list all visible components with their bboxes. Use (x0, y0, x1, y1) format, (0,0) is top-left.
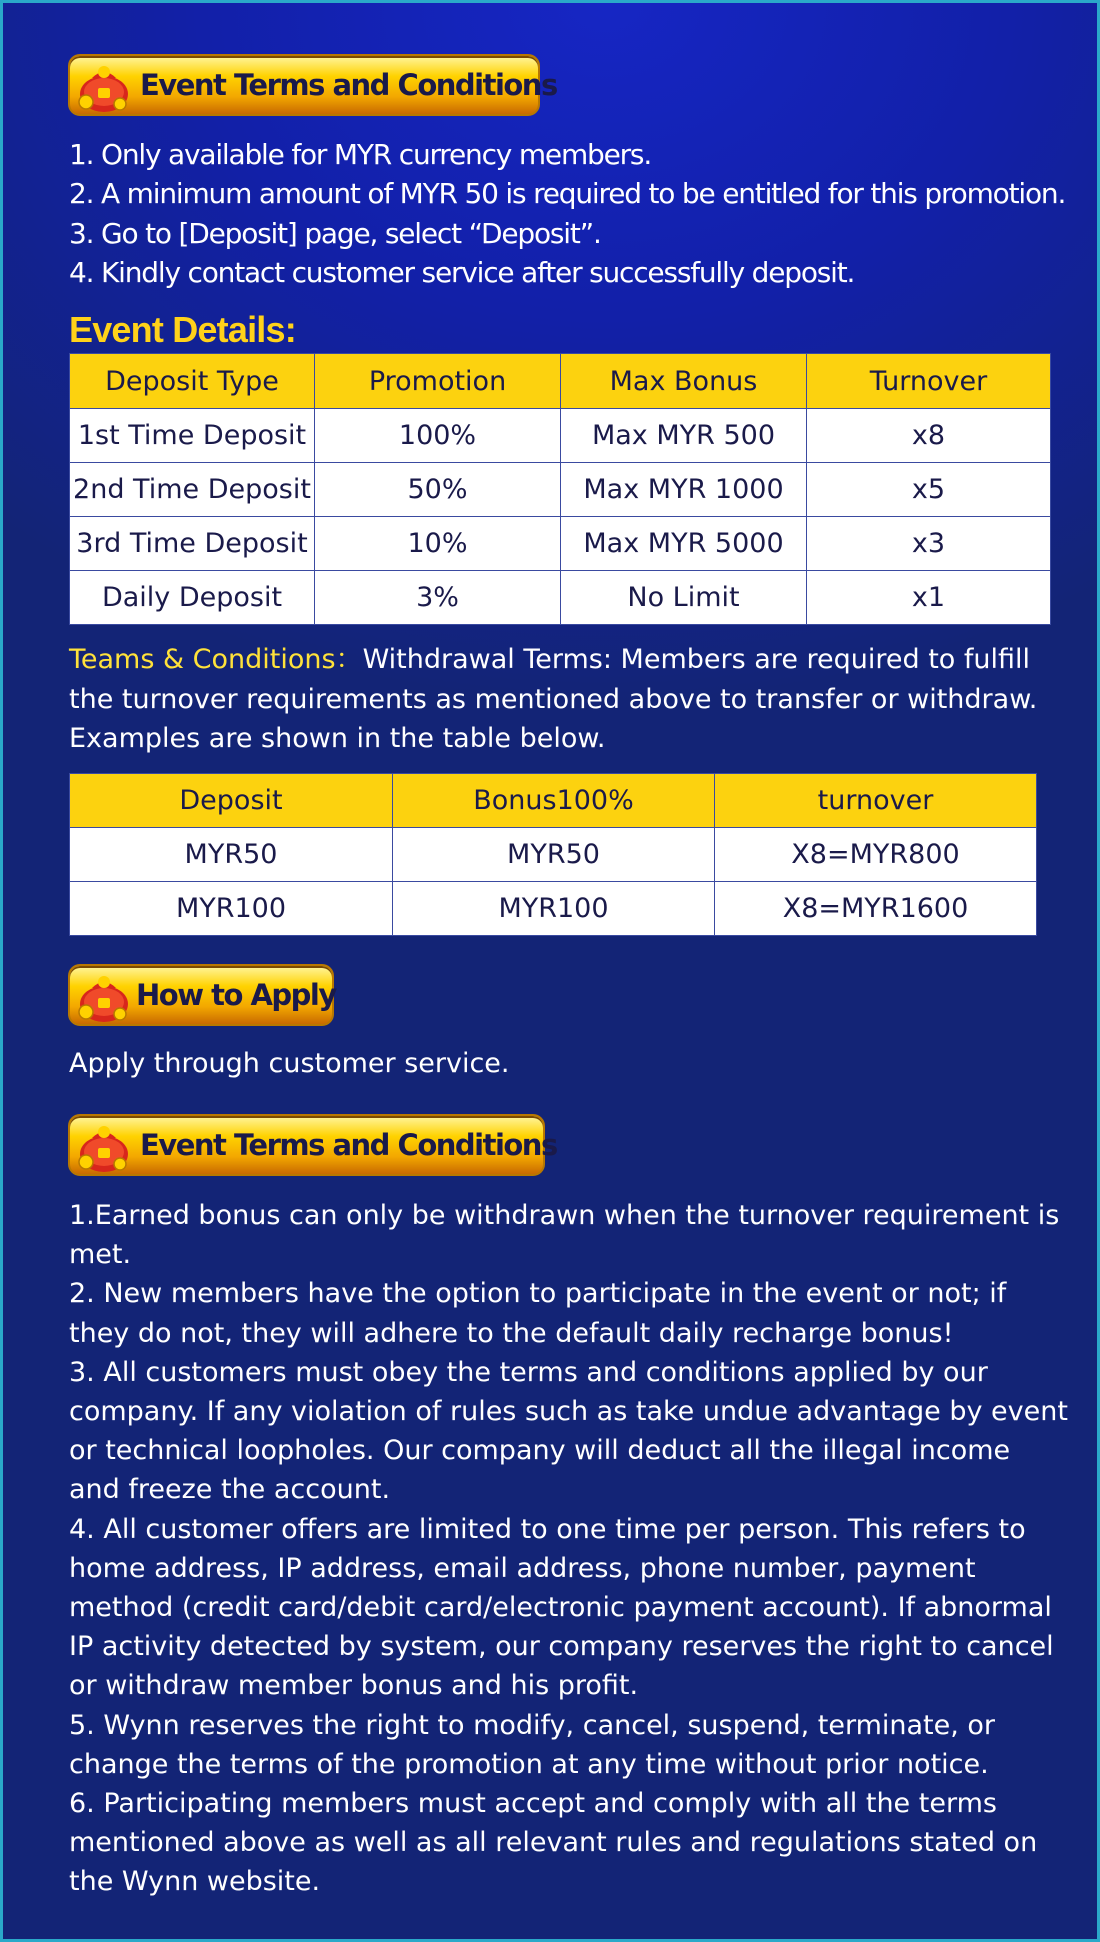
table-cell: 100% (315, 409, 561, 463)
table-cell: MYR100 (70, 882, 393, 936)
term-line: method (credit card/debit card/electronic payment account). If abnormal (69, 1592, 1052, 1624)
table-cell: 10% (315, 517, 561, 571)
event-terms-badge (68, 54, 557, 116)
table-cell: Max MYR 5000 (561, 517, 807, 571)
example-table (69, 773, 1037, 936)
term-line: 3. All customers must obey the terms and conditions applied by our (69, 1356, 988, 1388)
term-line: 4. Kindly contact customer service after successfully deposit. (69, 255, 855, 289)
table-cell: x5 (807, 463, 1051, 517)
teams-line: the turnover requirements as mentioned above to transfer or withdraw. (69, 683, 1038, 715)
term-line: 2. New members have the option to participate in the event or not; if (69, 1278, 1007, 1310)
table-cell: 2nd Time Deposit (70, 463, 315, 517)
money-bag-icon (72, 1118, 136, 1174)
term-line: mentioned above as well as all relevant rules and regulations stated on (69, 1827, 1038, 1859)
event-terms-badge-2 (68, 1114, 557, 1176)
table-cell: Max MYR 1000 (561, 463, 807, 517)
table-cell: 50% (315, 463, 561, 517)
term-line: they do not, they will adhere to the default daily recharge bonus! (69, 1317, 954, 1349)
badge-title: Event Terms and Conditions (140, 68, 557, 102)
header-cell: Bonus100% (393, 774, 715, 828)
badge-title: Event Terms and Conditions (140, 1128, 557, 1162)
teams-line: Withdrawal Terms: Members are required to fulfill (362, 644, 1031, 675)
table-row (70, 463, 1051, 517)
table-cell: 3% (315, 571, 561, 625)
table-cell: X8=MYR1600 (715, 882, 1037, 936)
table-row (70, 571, 1051, 625)
badge-title: How to Apply (136, 978, 336, 1012)
table-cell: MYR50 (70, 828, 393, 882)
header-cell: Turnover (807, 354, 1051, 409)
header-cell: Promotion (315, 354, 561, 409)
table-header-row (70, 774, 1037, 828)
term-line: 1. Only available for MYR currency members. (69, 138, 652, 171)
term-line: or withdraw member bonus and his profit. (69, 1670, 639, 1702)
term-line: and freeze the account. (69, 1474, 391, 1506)
term-line: change the terms of the promotion at any time without prior notice. (69, 1748, 989, 1780)
table-row (70, 517, 1051, 571)
term-line: met. (69, 1239, 132, 1271)
table-cell: x8 (807, 409, 1051, 463)
teams-label: Teams & Conditions： (69, 644, 363, 675)
table-cell: MYR50 (393, 828, 715, 882)
header-cell: Deposit (70, 774, 393, 828)
table-cell: 1st Time Deposit (70, 409, 315, 463)
table-header-row (70, 354, 1051, 409)
term-line: 4. All customer offers are limited to one time per person. This refers to (69, 1513, 1026, 1545)
term-line: the Wynn website. (69, 1866, 321, 1898)
table-cell: x1 (807, 571, 1051, 625)
table-cell: 3rd Time Deposit (70, 517, 315, 571)
money-bag-icon (72, 58, 136, 114)
table-cell: Daily Deposit (70, 571, 315, 625)
term-line: IP activity detected by system, our company reserves the right to cancel (69, 1631, 1054, 1663)
header-cell: Deposit Type (70, 354, 315, 409)
term-line: home address, IP address, email address, phone number, payment (69, 1552, 976, 1584)
table-row (70, 409, 1051, 463)
event-details-title: Event Details: (69, 309, 296, 350)
term-line: 6. Participating members must accept and comply with all the terms (69, 1788, 997, 1820)
teams-conditions-text (69, 640, 1037, 759)
term-line: or technical loopholes. Our company will deduct all the illegal income (69, 1435, 1011, 1467)
table-row (70, 882, 1037, 936)
term-line: 2. A minimum amount of MYR 50 is required to be entitled for this promotion. (69, 177, 1066, 211)
term-line: 1.Earned bonus can only be withdrawn when the turnover requirement is (69, 1200, 1060, 1231)
term-line: 3. Go to [Deposit] page, select “Deposit”. (69, 216, 601, 250)
teams-line: Examples are shown in the table below. (69, 723, 606, 754)
table-cell: MYR100 (393, 882, 715, 936)
how-to-apply-badge (68, 964, 334, 1026)
table-cell: Max MYR 500 (561, 409, 807, 463)
table-cell: X8=MYR800 (715, 828, 1037, 882)
apply-text: Apply through customer service. (69, 1048, 510, 1079)
event-terms-list-2 (69, 1196, 1068, 1902)
money-bag-icon (72, 968, 136, 1024)
table-cell: No Limit (561, 571, 807, 625)
table-cell: x3 (807, 517, 1051, 571)
header-cell: Max Bonus (561, 354, 807, 409)
event-terms-list (69, 135, 1065, 292)
table-row (70, 828, 1037, 882)
header-cell: turnover (715, 774, 1037, 828)
event-details-table (69, 353, 1051, 625)
term-line: company. If any violation of rules such as take undue advantage by event (69, 1396, 1068, 1428)
term-line: 5. Wynn reserves the right to modify, cancel, suspend, terminate, or (69, 1709, 996, 1741)
